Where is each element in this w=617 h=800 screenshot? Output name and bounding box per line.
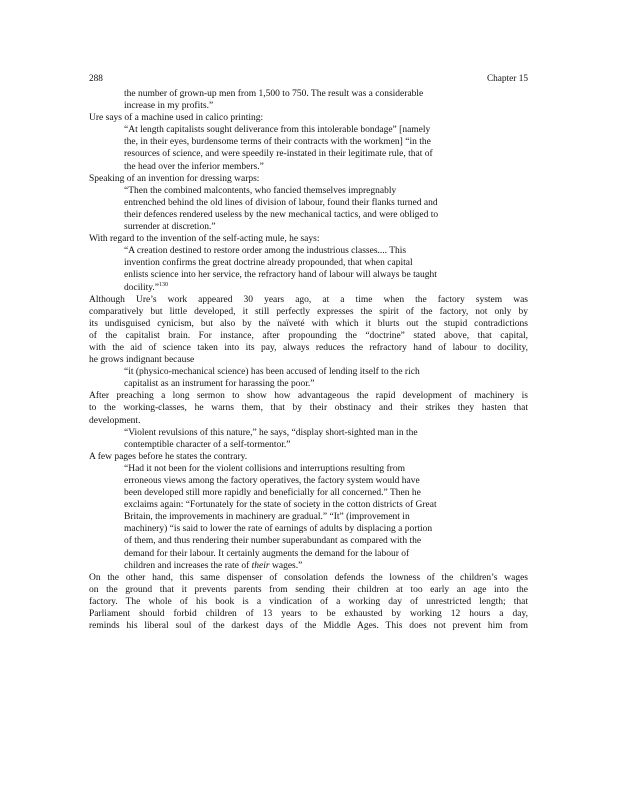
block-quote <box>89 88 528 112</box>
text-line: With regard to the invention of the self-acting mule, he says: <box>89 234 320 245</box>
block-quote <box>89 124 528 172</box>
text-line: with the aid of science taken into its pay, always reduces the refractory hand of labour to docility, <box>89 342 528 353</box>
text-line: machinery) “is said to lower the rate of earnings of adults by displacing a portion <box>124 524 433 535</box>
text-line: reminds his liberal soul of the darkest days of the Middle Ages. This does not prevent him from <box>89 621 528 632</box>
text-line: its undisguised cynicism, but also by the naïveté with which it blurts out the stupid contradictions <box>89 318 528 329</box>
text-line: erroneous views among the factory operatives, the factory system would have <box>124 476 420 486</box>
running-header <box>89 74 528 85</box>
block-quote <box>89 185 528 233</box>
text-line: enlists science into her service, the refractory hand of labour will always be taught <box>124 270 437 281</box>
text-line: On the other hand, this same dispenser of consolation defends the lowness of the children’s wages <box>89 572 528 583</box>
intro-line <box>89 112 528 124</box>
text-line: the, in their eyes, burdensome terms of their contracts with the workmen] “in the <box>124 137 431 148</box>
intro-line <box>89 233 528 245</box>
text-line: “Then the combined malcontents, who fancied themselves impregnably <box>124 185 397 196</box>
text-line: the number of grown-up men from 1,500 to 750. The result was a considerable <box>124 89 424 99</box>
block-quote <box>89 366 528 390</box>
paragraph <box>89 572 528 632</box>
text-line: entrenched behind the old lines of division of labour, found their flanks turned and <box>124 197 438 208</box>
block-quote <box>89 560 528 572</box>
block-quote <box>89 245 528 293</box>
text-line: exclaims again: “Fortunately for the state of society in the cotton districts of Great <box>124 500 437 511</box>
text-line: docility.”$^{130}$ <box>124 281 168 293</box>
document-page <box>89 74 528 632</box>
block-quote <box>89 427 528 451</box>
text-line: “Violent revulsions of this nature,” he says, “display short-sighted man in the <box>124 427 418 438</box>
text-line: on the ground that it prevents parents from sending their children at too early an age into the <box>89 584 528 595</box>
text-line: After preaching a long sermon to show how advantageous the rapid development of machinery is <box>89 391 528 402</box>
text-line: “it (physico-mechanical science) has been accused of lending itself to the rich <box>124 367 420 378</box>
text-line: “Had it not been for the violent collisions and interruptions resulting from <box>124 463 405 474</box>
text-line: Ure says of a machine used in calico printing: <box>89 113 264 124</box>
text-line: Parliament should forbid children of 13 years to be exhausted by working 12 hours a day, <box>89 609 528 620</box>
text-line: comparatively but little developed, it still perfectly expresses the spirit of the factory, not only by <box>89 306 528 317</box>
text-line: invention confirms the great doctrine already propounded, that when capital <box>124 258 413 269</box>
text-line: factory. The whole of his book is a vindication of a working day of unrestricted length; that <box>89 596 528 607</box>
text-line: surrender at discretion.” <box>124 222 216 233</box>
intro-line <box>89 451 528 463</box>
page-number: 288 <box>89 74 103 84</box>
text-line: Britain, the improvements in machinery are gradual.” “It” (improvement in <box>124 512 410 523</box>
text-line: he grows indignant because <box>89 355 195 366</box>
text-line: “At length capitalists sought deliverance from this intolerable bondage” [namely <box>124 125 431 136</box>
text-line: of the capitalist brain. For instance, after propounding the “doctrine” stated above, that capital, <box>89 330 528 341</box>
intro-line <box>89 173 528 185</box>
footnote-marker: 130 <box>159 281 168 288</box>
text-line: to the working-classes, he warns them, that by their obstinacy and their strikes they hasten that <box>89 403 528 414</box>
text-line: children and increases the rate of their wages.” <box>124 560 303 571</box>
text-line: A few pages before he states the contrary. <box>89 451 248 462</box>
text-line: capitalist as an instrument for harassing the poor.” <box>124 379 315 390</box>
body-text <box>89 88 528 632</box>
text-line: of them, and thus rendering their number superabundant as compared with the <box>124 536 422 547</box>
paragraph <box>89 390 528 426</box>
paragraph <box>89 294 528 367</box>
text-line: their defences rendered useless by the new mechanical tactics, and were obliged to <box>124 209 439 220</box>
text-line: Although Ure’s work appeared 30 years ago, at a time when the factory system was <box>89 294 528 305</box>
text-line: the head over the inferior members.” <box>124 161 264 172</box>
text-line: contemptible character of a self-tormentor.” <box>124 439 291 450</box>
text-line: resources of science, and were speedily re-instated in their legitimate rule, that of <box>124 149 433 160</box>
text-line: increase in my profits.” <box>124 101 214 112</box>
chapter-label: Chapter 15 <box>486 74 528 84</box>
block-quote <box>89 463 528 560</box>
text-line: Speaking of an invention for dressing warps: <box>89 173 260 184</box>
text-line: demand for their labour. It certainly augments the demand for the labour of <box>124 548 410 559</box>
text-line: been developed still more rapidly and beneficially for all concerned.” Then he <box>124 488 421 499</box>
text-line: development. <box>89 415 141 426</box>
text-line: “A creation destined to restore order among the industrious classes.... This <box>124 246 407 257</box>
